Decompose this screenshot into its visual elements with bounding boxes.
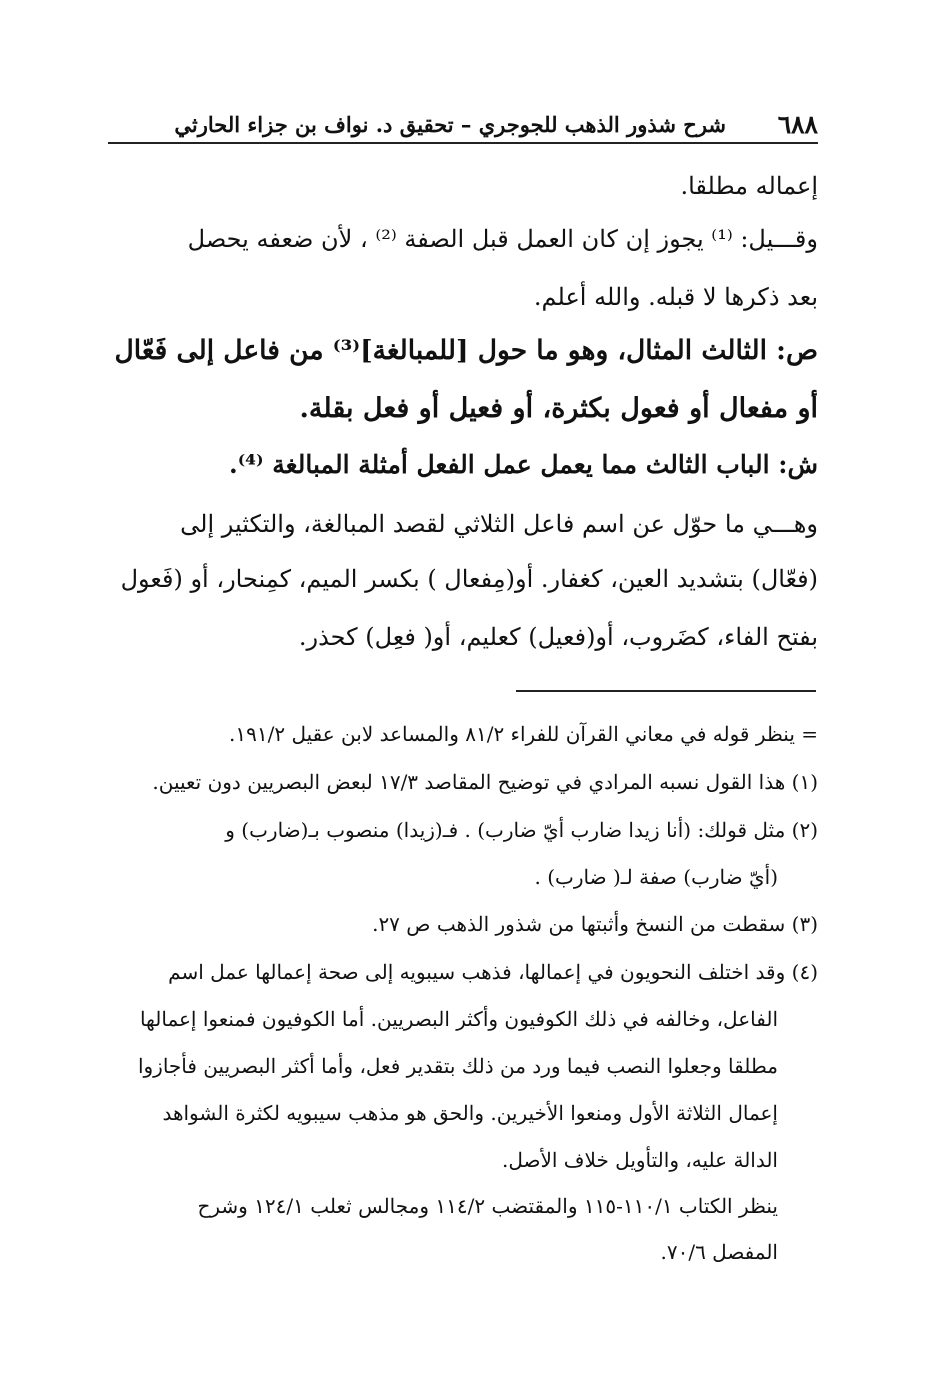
body-line: إعماله مطلقا. [680, 172, 818, 200]
body-line: وقـــيل: ⁽¹⁾ يجوز إن كان العمل قبل الصفة ⁽²⁾ ، لأن ضعفه يحصل [187, 225, 818, 253]
footnote-3: (٣) سقطت من النسخ وأثبتها من شذور الذهب ص ٢٧. [372, 912, 818, 936]
footnote-continuation: = ينظر قوله في معاني القرآن للفراء ٨١/٢ والمساعد لابن عقيل ١٩١/٢. [229, 722, 818, 746]
footnote-4: (٤) وقد اختلف النحويون في إعمالها، فذهب سيبويه إلى صحة إعمالها عمل اسم [168, 960, 818, 984]
body-line: (فعّال) بتشديد العين، كغفار. أو(مِفعال ) بكسر الميم، كمِنحار، أو (فَعول [120, 565, 818, 593]
matn-line: أو مفعال أو فعول بكثرة، أو فعيل أو فعل بقلة. [299, 393, 818, 424]
footnote-4-cont: إعمال الثلاثة الأول ومنعوا الأخيرين. والحق هو مذهب سيبويه لكثرة الشواهد [162, 1101, 778, 1125]
matn-line: ص: الثالث المثال، وهو ما حول [للمبالغة]⁽³⁾ من فاعل إلى فَعّال [114, 335, 818, 366]
running-title: شرح شذور الذهب للجوجري – تحقيق د. نواف بن جزاء الحارثي [174, 112, 726, 137]
page-number: ٦٨٨ [777, 110, 818, 139]
sharh-heading: ش: الباب الثالث مما يعمل عمل الفعل أمثلة المبالغة ⁽⁴⁾. [229, 450, 818, 479]
body-line: بعد ذكرها لا قبله. والله أعلم. [533, 283, 818, 311]
footnote-separator [516, 690, 816, 692]
page-header [108, 110, 818, 144]
footnote-1: (١) هذا القول نسبه المرادي في توضيح المقاصد ١٧/٣ لبعض البصريين دون تعيين. [152, 770, 818, 794]
footnote-4-cont: الدالة عليه، والتأويل خلاف الأصل. [501, 1148, 778, 1172]
footnote-references: ينظر الكتاب ١١٠/١-١١٥ والمقتضب ١١٤/٢ ومجالس ثعلب ١٢٤/١ وشرح [197, 1194, 778, 1218]
footnote-2: (٢) مثل قولك: (أنا زيدا ضارب أيّ ضارب) . فـ(زيدا) منصوب بـ(ضارب) و [225, 818, 818, 842]
body-line: وهـــي ما حوّل عن اسم فاعل الثلاثي لقصد المبالغة، والتكثير إلى [180, 510, 818, 538]
footnote-4-cont: مطلقا وجعلوا النصب فيما ورد من ذلك بتقدير فعل، وأما أكثر البصريين فأجازوا [137, 1054, 778, 1078]
footnote-references-cont: المفصل ٧٠/٦. [660, 1240, 778, 1264]
footnote-2-cont: (أيّ ضارب) صفة لـ( ضارب) . [534, 865, 778, 889]
body-line: بفتح الفاء، كضَروب، أو(فعيل) كعليم، أو( فعِل) كحذر. [298, 623, 818, 651]
footnote-4-cont: الفاعل، وخالفه في ذلك الكوفيون وأكثر البصريين. أما الكوفيون فمنعوا إعمالها [139, 1007, 778, 1031]
